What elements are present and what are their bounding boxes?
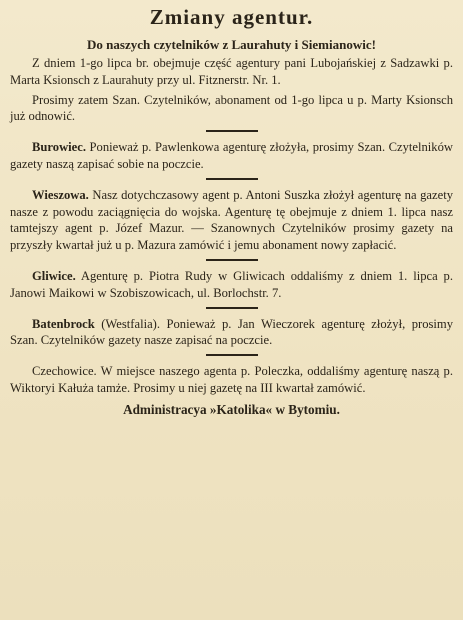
notice-wieszowa	[10, 187, 453, 254]
notice-burowiec	[10, 139, 453, 173]
article-lead: Do naszych czytelników z Laurahuty i Siemianowic!	[87, 37, 376, 52]
separator-rule	[206, 259, 258, 261]
place-heading: Batenbrock	[32, 316, 95, 331]
notice-laurahuty-2	[10, 92, 453, 126]
separator-rule	[206, 130, 258, 132]
notice-text: Prosimy zatem Szan. Czytelników, abonament od 1-go lipca u p. Marty Ksionsch już odnowić.	[10, 92, 453, 124]
separator-rule	[206, 178, 258, 180]
notice-batenbrock	[10, 316, 453, 350]
separator-rule	[206, 354, 258, 356]
place-heading: Burowiec.	[32, 140, 86, 155]
notice-text: Z dniem 1-go lipca br. obejmuje część agentury pani Lubojańskiej z Sadzawki p. Marta Ksionsch z Laurahuty przy ul. Fitznerstr. Nr. 1.	[10, 56, 453, 87]
notice-czechowice	[10, 363, 453, 397]
signature-footer: Administracya »Katolika« w Bytomiu.	[123, 401, 340, 417]
notice-gliwice	[10, 268, 453, 302]
notice-laurahuty-1	[10, 55, 453, 89]
notice-text: Czechowice. W miejsce naszego agenta p. Poleczka, oddaliśmy agenturę naszą p. Wiktoryi Kałuża tamże. Prosimy u niej gazetę na III kwartał zamówić.	[10, 364, 453, 395]
notice-text: (Westfalia). Ponieważ p. Jan Wieczorek agenturę złożył, prosimy Szan. Czytelników gazety nasze zapisać na poczcie.	[10, 316, 453, 348]
place-heading: Wieszowa.	[32, 187, 89, 202]
place-heading: Gliwice.	[32, 268, 76, 283]
notice-text: Nasz dotychczasowy agent p. Antoni Suszka złożył agenturę na gazety nasze z powodu zaciągnięcia do wojska. Agenturę tę obejmuje z dniem 1. lipca nasz tamtejszy agent p. Józef Mazur. — Szanownych Czytelników prosimy gazety na przyszły kwartał już u p. Mazura zamówić i jemu abonament nowy zapłacić.	[10, 187, 453, 253]
article-title: Zmiany agentur.	[149, 5, 314, 29]
notice-text: Agenturę p. Piotra Rudy w Gliwicach oddaliśmy z dniem 1. lipca p. Janowi Maikowi w Szobiszowicach, ul. Borlochstr. 7.	[10, 268, 453, 300]
separator-rule	[206, 307, 258, 309]
notice-text: Ponieważ p. Pawlenkowa agenturę złożyła, prosimy Szan. Czytelników gazety naszą zapisać sobie na poczcie.	[10, 140, 453, 171]
